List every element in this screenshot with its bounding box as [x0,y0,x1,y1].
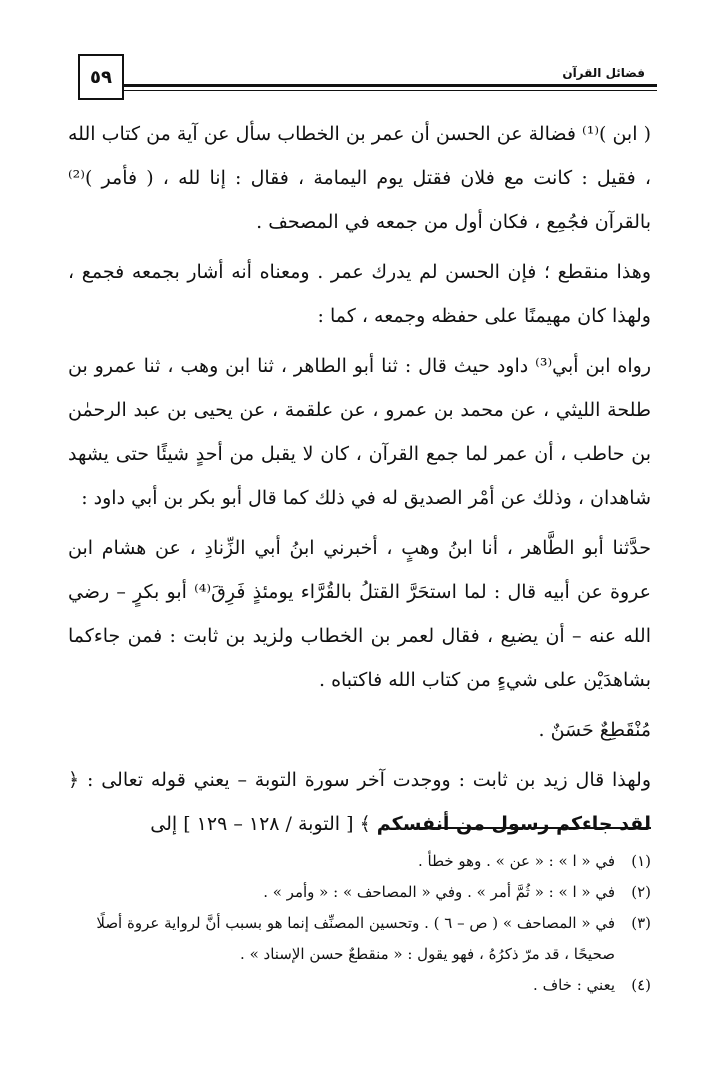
footnote-number: (٢) [631,883,651,901]
footnote-4 [68,970,651,1001]
footnote-separator [411,827,651,829]
paragraph-6 [68,758,651,846]
paragraph-1: ( ابن )⁽¹⁾ فضالة عن الحسن أن عمر بن الخطاب سأل عن آية من كتاب الله ، فقيل : كانت مع فلان فقتل يوم اليمامة ، فقال : إنا لله ، ( فأمر )⁽²⁾ بالقرآن فجُمِع ، فكان أول من جمعه في المصحف . [68,123,651,233]
footnote-text: في « المصاحف » ( ص – ٦ ) . وتحسين المصنِّف إنما هو بسبب أنَّ لرواية عروة أصلًا صحيحًا ، قد مرّ ذكرُهُ ، فهو يقول : « منقطعٌ حسن الإسناد » . [96,914,615,963]
running-title: فضائل القرآن [562,66,645,80]
footnote-number: (٤) [631,976,651,994]
footnote-text: يعني : خاف . [533,976,615,994]
footnote-number: (٣) [631,914,651,932]
paragraph-4: حدَّثنا أبو الطَّاهر ، أنا ابنُ وهبٍ ، أخبرني ابنُ أبي الزِّنادِ ، عن هشام ابن عروة عن أبيه قال : لما استحَرَّ القتلُ بالقُرَّاء يومئذٍ فَرِقَ⁽⁴⁾ أبو بكرٍ – رضي الله عنه – أن يضيع ، فقال لعمر بن الخطاب ولزيد بن ثابت : فمن جاءكما بشاهدَيْن على شيءٍ من كتاب الله فاكتباه . [68,537,651,691]
paragraph-2: وهذا منقطع ؛ فإن الحسن لم يدرك عمر . ومعناه أنه أشار بجمعه فجمع ، ولهذا كان مهيمنًا على حفظه وجمعه ، كما : [68,261,651,327]
paragraph-3: رواه ابن أبي⁽³⁾ داود حيث قال : ثنا أبو الطاهر ، ثنا ابن وهب ، ثنا عمرو بن طلحة الليثي ، عن محمد بن عمرو ، عن علقمة ، عن يحيى بن عبد الرحمٰن بن حاطب ، أن عمر لما جمع القرآن ، كان لا يقبل من أحدٍ شيئًا حتى يشهد شاهدان ، وذلك عن أمْر الصديق له في ذلك كما قال أبو بكر بن أبي داود : [68,355,651,509]
main-text [68,112,651,846]
footnote-1 [68,846,651,877]
footnote-text: في « ا » : « عن » . وهو خطأ . [417,852,615,870]
header-rule-thin [124,90,657,91]
paragraph-6-suffix: ﴾ [ التوبة / ١٢٨ – ١٢٩ ] إلى [150,813,371,835]
footnote-3 [68,908,651,970]
footnotes [68,846,651,1001]
header-rule-thick [124,84,657,87]
paragraph-6-prefix: ولهذا قال زيد بن ثابت : ووجدت آخر سورة التوبة – يعني قوله تعالى : ﴿ [68,769,651,791]
footnote-number: (١) [631,852,651,870]
footnote-2 [68,877,651,908]
page-number: ٥٩ [78,54,124,100]
footnote-text: في « ا » : « ثُمَّ أمر » . وفي « المصاحف » : « وأمر » . [263,883,615,901]
quran-verse: لقد جاءكم رسول من أنفسكم [376,813,651,835]
paragraph-verdict: مُنْقَطِعٌ حَسَنٌ . [538,719,651,741]
